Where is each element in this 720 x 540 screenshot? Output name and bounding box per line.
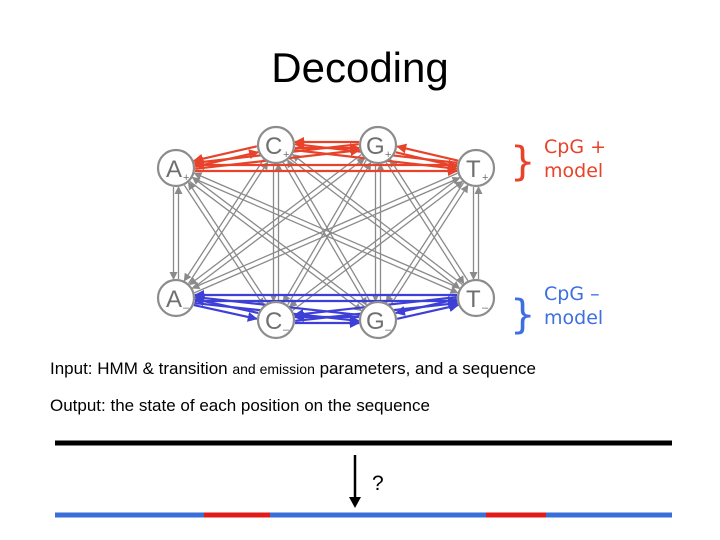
question-mark: ? xyxy=(372,472,384,495)
svg-text:A: A xyxy=(166,156,183,183)
state-t-minus xyxy=(458,280,494,316)
svg-text:–: – xyxy=(283,324,290,336)
svg-text:–: – xyxy=(385,324,392,336)
minus-model-label-line1: CpG – xyxy=(544,283,600,305)
svg-text:G: G xyxy=(366,308,385,335)
state-g-minus xyxy=(360,302,396,338)
cross-transition-edge xyxy=(188,162,267,283)
within-model-transitions xyxy=(194,142,458,323)
svg-text:+: + xyxy=(482,172,489,184)
state-a-minus xyxy=(158,280,194,316)
cross-transitions xyxy=(174,154,479,310)
plus-model-label-line1: CpG + xyxy=(544,136,607,158)
plus-model-label-line2: model xyxy=(544,160,604,182)
state-g-plus xyxy=(360,127,396,163)
state-c-minus xyxy=(258,302,294,338)
svg-text:T: T xyxy=(466,286,481,313)
cross-transition-edge xyxy=(192,173,457,288)
cross-transition-edge xyxy=(190,154,362,284)
svg-text:C: C xyxy=(265,133,283,160)
minus-model-label-line2: model xyxy=(544,307,604,329)
svg-text:A: A xyxy=(166,286,183,313)
plus-model-brace: } xyxy=(510,139,536,185)
cross-transition-edge xyxy=(293,181,463,310)
input-text-small: and emission xyxy=(232,361,315,377)
svg-text:–: – xyxy=(183,302,190,314)
cross-transition-edge xyxy=(293,155,463,285)
svg-text:+: + xyxy=(183,172,190,184)
svg-text:G: G xyxy=(366,133,385,160)
cross-transition-edge xyxy=(194,178,459,293)
svg-text:+: + xyxy=(283,149,290,161)
output-description: Output: the state of each position on the sequence xyxy=(50,396,430,415)
input-description xyxy=(50,359,536,379)
cross-transition-edge xyxy=(190,181,362,310)
svg-text:+: + xyxy=(385,149,392,161)
cross-transition-edge xyxy=(194,173,459,288)
cross-transition-edge xyxy=(288,160,371,302)
state-t-plus xyxy=(458,150,494,186)
svg-text:C: C xyxy=(265,308,283,335)
cross-transition-edge xyxy=(290,178,460,307)
svg-text:T: T xyxy=(466,156,481,183)
input-text-part2: parameters, and a sequence xyxy=(319,359,537,378)
slide-title: Decoding xyxy=(271,44,449,91)
state-a-plus xyxy=(158,150,194,186)
position-arrow-head xyxy=(349,497,361,508)
state-c-plus xyxy=(258,127,294,163)
input-text-part1: Input: HMM & transition xyxy=(50,359,228,378)
svg-text:–: – xyxy=(482,302,489,314)
minus-model-brace: } xyxy=(510,292,536,338)
